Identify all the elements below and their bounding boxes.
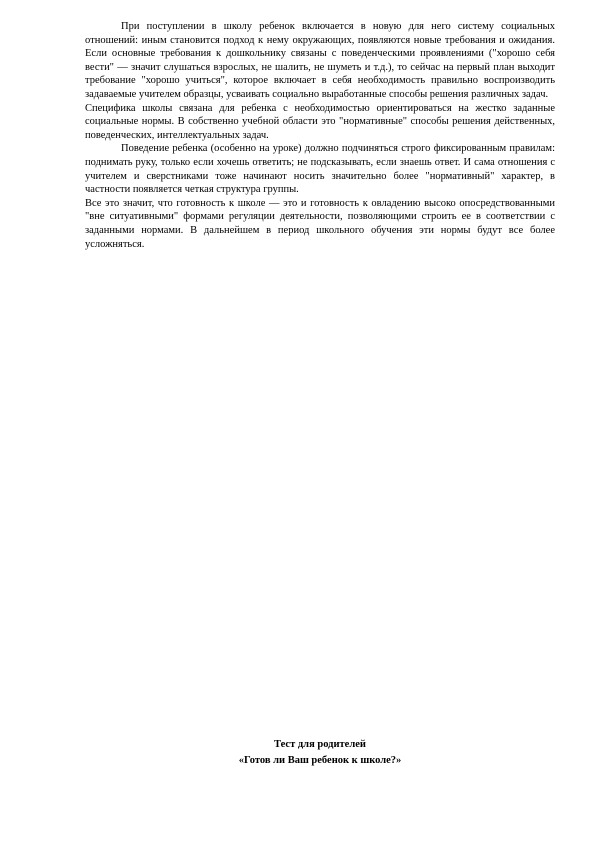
paragraph-3: Поведение ребенка (особенно на уроке) должно подчиняться строго фиксированным правилам: поднимать руку, только если хочешь ответить; не подсказывать, если знаешь ответ. И сама отношения с учителем и сверстниками тоже начинают носить значительно более "нормативный" характер, в частности появляется четкая структура группы. [85, 143, 555, 196]
paragraph-1: При поступлении в школу ребенок включается в новую для него систему социальных отношений: иным становится подход к нему окружающих, появляются новые требования и ожидания. Если основные требования к дошкольнику связаны с поведенческими проявлениями ("хорошо себя вести" — значит слушаться взрослых, не шалить, не шуметь и т.д.), то сейчас на первый план выходит требование "хорошо учиться", которое включает в себя необходимость правильно воспроизводить задаваемые учителем образцы, усваивать социально выработанные способы решения различных задач. [85, 21, 555, 100]
paragraph-2: Специфика школы связана для ребенка с необходимостью ориентироваться на жестко заданные социальные нормы. В собственно учебной области это "нормативные" способы решения действенных, поведенческих, интеллектуальных задач. [85, 102, 555, 141]
body-text [85, 20, 555, 251]
test-title-line-2: «Готов ли Ваш ребенок к школе?» [238, 755, 402, 766]
test-title-line-1: Тест для родителей [274, 739, 366, 750]
paragraph-4: Все это значит, что готовность к школе — это и готовность к овладению высоко опосредствованными "вне ситуативными" формами регуляции деятельности, позволяющими строить ее в соответствии с заданными нормами. В дальнейшем в период школьного обучения эти нормы будут все более усложняться. [85, 197, 555, 250]
